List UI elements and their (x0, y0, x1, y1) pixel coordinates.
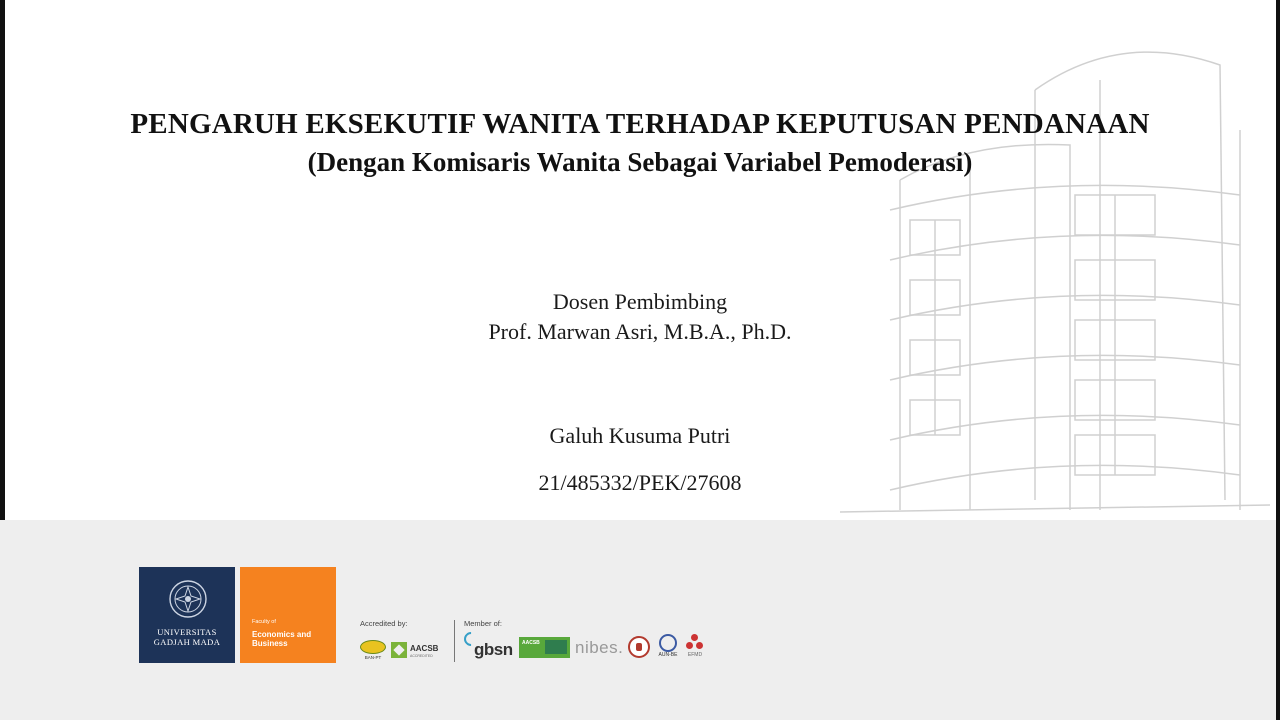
title-subtitle: (Dengan Komisaris Wanita Sebagai Variabel Pemoderasi) (307, 147, 973, 177)
aacsb-member-label: AACSB (522, 640, 540, 646)
feb-logo (240, 567, 336, 663)
title-main: PENGARUH EKSEKUTIF WANITA TERHADAP KEPUTUSAN PENDANAAN (130, 108, 1150, 140)
aacsb-accredited-logo (391, 641, 445, 661)
ugm-seal-icon (168, 579, 208, 619)
aacsb-label: AACSB (410, 644, 439, 653)
footer-divider (454, 620, 455, 662)
slide-title (0, 104, 1280, 180)
advisor-label: Dosen Pembimbing (552, 289, 728, 314)
feb-sub-label: Faculty of (252, 619, 276, 625)
gbsn-label: gbsn (474, 640, 513, 659)
aunbe-label: AUN-BE (658, 652, 678, 658)
aacsb-sub-label: ACCREDITED (410, 654, 433, 658)
student-name: Galuh Kusuma Putri (549, 423, 731, 448)
ugm-logo (139, 567, 235, 663)
gbsn-logo (464, 632, 516, 662)
advisor-name: Prof. Marwan Asri, M.B.A., Ph.D. (488, 319, 792, 344)
banpt-logo (360, 640, 386, 662)
slide-right-border (1276, 0, 1280, 720)
accredited-label: Accredited by: (360, 619, 408, 628)
member-label: Member of: (464, 619, 502, 628)
aacsb-member-logo (519, 637, 570, 658)
slide-footer (0, 520, 1280, 720)
student-id: 21/485332/PEK/27608 (538, 470, 742, 495)
aunbe-logo (656, 634, 680, 664)
efmd-label: EFMD (687, 652, 703, 658)
red-seal-logo (628, 636, 650, 658)
banpt-label: BAN-PT (364, 655, 382, 660)
ugm-name: UNIVERSITAS GADJAH MADA (153, 627, 221, 647)
efmd-logo (684, 634, 706, 664)
nibes-logo: nibes. (575, 638, 624, 657)
feb-main-label: Economics and Business (252, 630, 312, 648)
